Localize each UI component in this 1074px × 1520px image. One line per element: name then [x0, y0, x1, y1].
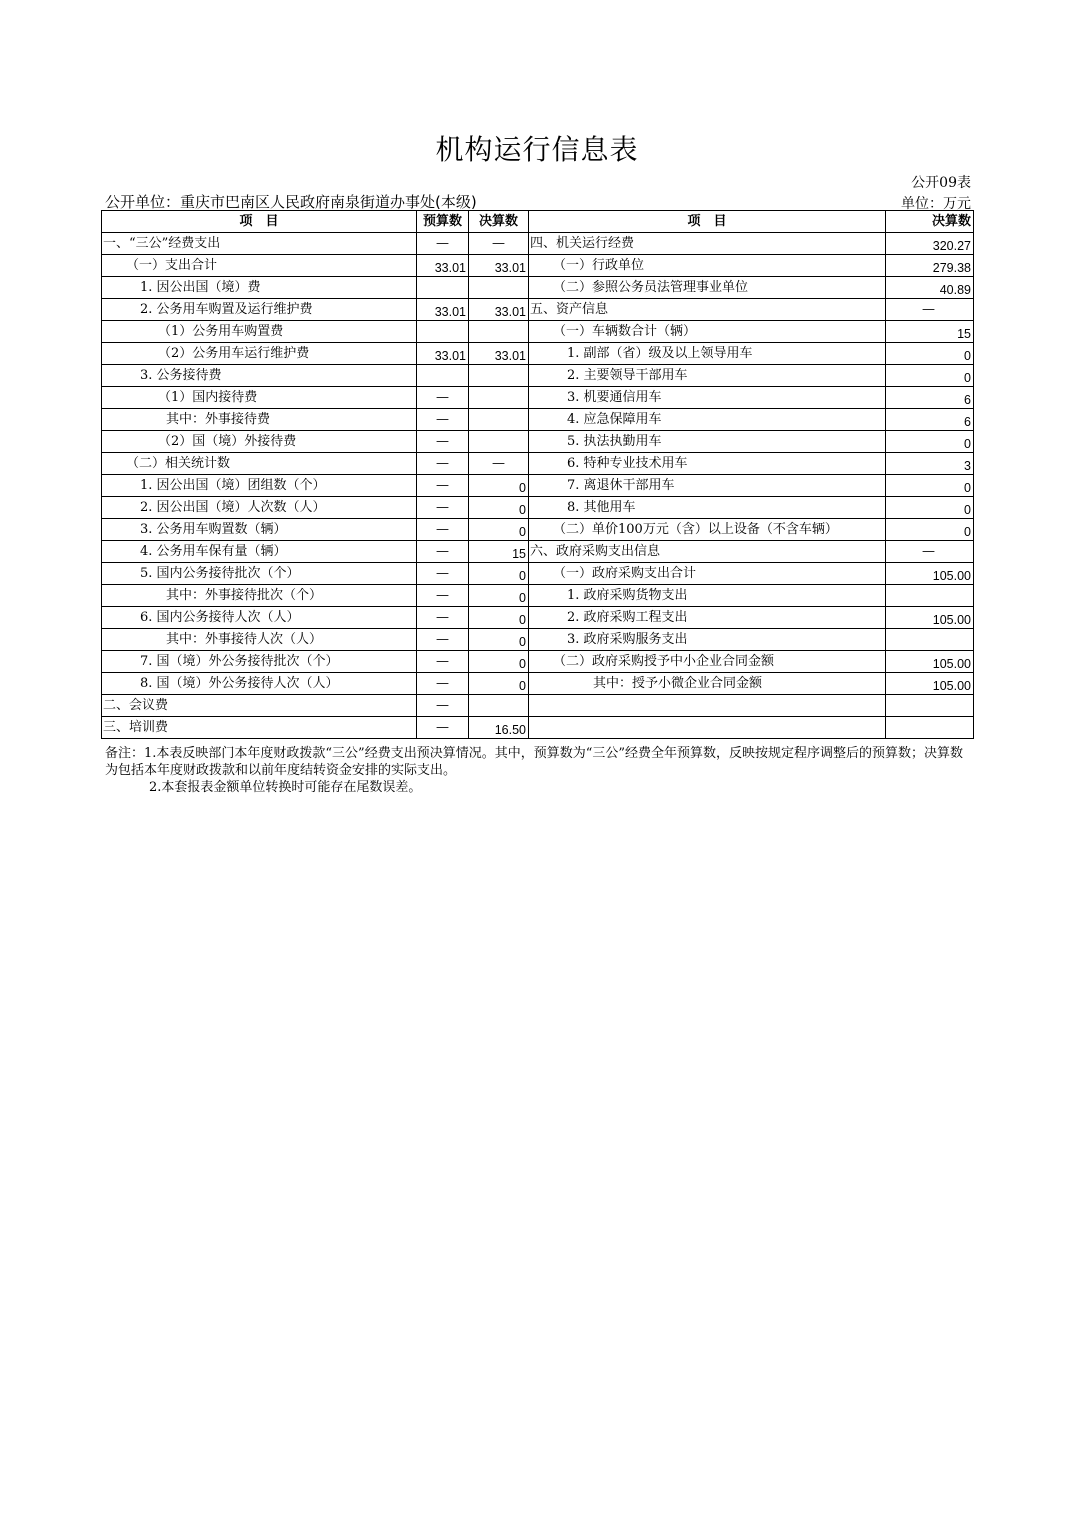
final-cell	[469, 365, 529, 387]
right-item-cell: 2. 政府采购工程支出	[529, 607, 886, 629]
budget-cell: 33.01	[417, 343, 469, 365]
right-item-cell: 6. 特种专业技术用车	[529, 453, 886, 475]
right-final-cell: 6	[886, 409, 974, 431]
budget-cell	[417, 321, 469, 343]
budget-cell: —	[417, 431, 469, 453]
header-final: 决算数	[469, 211, 529, 233]
table-row	[102, 519, 974, 541]
table-row	[102, 717, 974, 739]
left-item-cell: 三、培训费	[102, 717, 417, 739]
final-cell: 0	[469, 673, 529, 695]
table-row	[102, 343, 974, 365]
budget-cell: —	[417, 695, 469, 717]
right-final-cell: 105.00	[886, 563, 974, 585]
table-row	[102, 541, 974, 563]
right-item-cell: （二）单价100万元（含）以上设备（不含车辆）	[529, 519, 886, 541]
table-row	[102, 629, 974, 651]
final-cell	[469, 387, 529, 409]
right-final-cell: 6	[886, 387, 974, 409]
final-cell: —	[469, 233, 529, 255]
note-1: 备注：1.本表反映部门本年度财政拨款“三公”经费支出预决算情况。其中，预算数为“三公”经费全年预算数，反映按规定程序调整后的预算数；决算数为包括本年度财政拨款和以前年度结转资金安排的实际支出。	[105, 746, 963, 778]
right-item-cell: （二）参照公务员法管理事业单位	[529, 277, 886, 299]
budget-cell: —	[417, 717, 469, 739]
right-item-cell: 3. 政府采购服务支出	[529, 629, 886, 651]
right-item-cell: 1. 政府采购货物支出	[529, 585, 886, 607]
right-final-cell: 0	[886, 431, 974, 453]
form-number: 公开09表	[911, 175, 971, 191]
left-item-cell: （1）国内接待费	[102, 387, 417, 409]
table-row	[102, 607, 974, 629]
right-final-cell	[886, 695, 974, 717]
right-final-cell: 0	[886, 475, 974, 497]
table-row	[102, 673, 974, 695]
table-row	[102, 255, 974, 277]
final-cell: 0	[469, 475, 529, 497]
right-item-cell	[529, 717, 886, 739]
budget-cell: —	[417, 519, 469, 541]
header-right-final: 决算数	[886, 211, 974, 233]
table-row	[102, 453, 974, 475]
right-item-cell	[529, 695, 886, 717]
left-item-cell: 其中：外事接待费	[102, 409, 417, 431]
table-row	[102, 387, 974, 409]
right-item-cell: （二）政府采购授予中小企业合同金额	[529, 651, 886, 673]
table-row	[102, 475, 974, 497]
final-cell: 0	[469, 519, 529, 541]
notes	[105, 745, 973, 796]
left-item-cell: （2）公务用车运行维护费	[102, 343, 417, 365]
table-row	[102, 321, 974, 343]
left-item-cell: 6. 国内公务接待人次（人）	[102, 607, 417, 629]
budget-cell: 33.01	[417, 299, 469, 321]
right-final-cell: 320.27	[886, 233, 974, 255]
right-final-cell: 105.00	[886, 673, 974, 695]
header-budget: 预算数	[417, 211, 469, 233]
final-cell: 33.01	[469, 255, 529, 277]
header-row	[102, 211, 974, 233]
right-item-cell: 3. 机要通信用车	[529, 387, 886, 409]
final-cell: 0	[469, 497, 529, 519]
right-item-cell: （一）行政单位	[529, 255, 886, 277]
right-item-cell: 五、资产信息	[529, 299, 886, 321]
budget-cell: —	[417, 409, 469, 431]
right-item-cell: 其中：授予小微企业合同金额	[529, 673, 886, 695]
right-final-cell: 0	[886, 519, 974, 541]
final-cell: 33.01	[469, 299, 529, 321]
right-item-cell: 四、机关运行经费	[529, 233, 886, 255]
right-item-cell: 1. 副部（省）级及以上领导用车	[529, 343, 886, 365]
right-final-cell: 0	[886, 343, 974, 365]
header-left-item: 项 目	[102, 211, 417, 233]
info-table	[101, 210, 974, 739]
final-cell	[469, 695, 529, 717]
budget-cell: —	[417, 387, 469, 409]
table-row	[102, 563, 974, 585]
budget-cell: —	[417, 475, 469, 497]
right-item-cell: （一）车辆数合计（辆）	[529, 321, 886, 343]
right-final-cell: 40.89	[886, 277, 974, 299]
budget-cell	[417, 365, 469, 387]
final-cell	[469, 409, 529, 431]
budget-cell: —	[417, 453, 469, 475]
money-unit: 单位：万元	[901, 196, 971, 212]
page-title: 机构运行信息表	[435, 133, 639, 166]
final-cell: 15	[469, 541, 529, 563]
left-item-cell: 4. 公务用车保有量（辆）	[102, 541, 417, 563]
right-final-cell	[886, 629, 974, 651]
final-cell: 0	[469, 651, 529, 673]
table-row	[102, 365, 974, 387]
right-item-cell: （一）政府采购支出合计	[529, 563, 886, 585]
final-cell	[469, 277, 529, 299]
final-cell	[469, 321, 529, 343]
left-item-cell: （一）支出合计	[102, 255, 417, 277]
left-item-cell: 一、“三公”经费支出	[102, 233, 417, 255]
right-item-cell: 2. 主要领导干部用车	[529, 365, 886, 387]
reporting-unit: 公开单位：重庆市巴南区人民政府南泉街道办事处(本级)	[105, 193, 477, 211]
budget-cell: —	[417, 233, 469, 255]
left-item-cell: 其中：外事接待人次（人）	[102, 629, 417, 651]
left-item-cell: 5. 国内公务接待批次（个）	[102, 563, 417, 585]
left-item-cell: 7. 国（境）外公务接待批次（个）	[102, 651, 417, 673]
final-cell	[469, 431, 529, 453]
budget-cell	[417, 277, 469, 299]
left-item-cell: （1）公务用车购置费	[102, 321, 417, 343]
budget-cell: —	[417, 673, 469, 695]
final-cell: 0	[469, 585, 529, 607]
left-item-cell: 二、会议费	[102, 695, 417, 717]
budget-cell: —	[417, 607, 469, 629]
right-final-cell: 105.00	[886, 651, 974, 673]
right-item-cell: 7. 离退休干部用车	[529, 475, 886, 497]
final-cell: 0	[469, 607, 529, 629]
table-row	[102, 277, 974, 299]
right-final-cell: —	[886, 299, 974, 321]
final-cell: 33.01	[469, 343, 529, 365]
table-row	[102, 651, 974, 673]
right-final-cell: 0	[886, 497, 974, 519]
budget-cell: —	[417, 497, 469, 519]
right-final-cell: 0	[886, 365, 974, 387]
table-row	[102, 299, 974, 321]
table-row	[102, 233, 974, 255]
budget-cell: —	[417, 585, 469, 607]
table-row	[102, 409, 974, 431]
left-item-cell: 3. 公务接待费	[102, 365, 417, 387]
final-cell: —	[469, 453, 529, 475]
table-row	[102, 695, 974, 717]
right-final-cell: —	[886, 541, 974, 563]
left-item-cell: 2. 因公出国（境）人次数（人）	[102, 497, 417, 519]
table-row	[102, 431, 974, 453]
right-final-cell: 3	[886, 453, 974, 475]
table-body	[102, 233, 974, 739]
left-item-cell: （二）相关统计数	[102, 453, 417, 475]
header-right-item: 项 目	[529, 211, 886, 233]
table-row	[102, 497, 974, 519]
budget-cell: —	[417, 541, 469, 563]
left-item-cell: 2. 公务用车购置及运行维护费	[102, 299, 417, 321]
budget-cell: —	[417, 563, 469, 585]
left-item-cell: 8. 国（境）外公务接待人次（人）	[102, 673, 417, 695]
final-cell: 0	[469, 563, 529, 585]
final-cell: 16.50	[469, 717, 529, 739]
budget-cell: —	[417, 629, 469, 651]
final-cell: 0	[469, 629, 529, 651]
budget-cell: 33.01	[417, 255, 469, 277]
left-item-cell: 1. 因公出国（境）团组数（个）	[102, 475, 417, 497]
left-item-cell: （2）国（境）外接待费	[102, 431, 417, 453]
table-row	[102, 585, 974, 607]
right-final-cell	[886, 717, 974, 739]
right-final-cell: 279.38	[886, 255, 974, 277]
right-item-cell: 8. 其他用车	[529, 497, 886, 519]
right-item-cell: 4. 应急保障用车	[529, 409, 886, 431]
budget-cell: —	[417, 651, 469, 673]
right-item-cell: 5. 执法执勤用车	[529, 431, 886, 453]
left-item-cell: 1. 因公出国（境）费	[102, 277, 417, 299]
note-2: 2.本套报表金额单位转换时可能存在尾数误差。	[149, 780, 422, 795]
right-final-cell: 105.00	[886, 607, 974, 629]
right-final-cell	[886, 585, 974, 607]
left-item-cell: 其中：外事接待批次（个）	[102, 585, 417, 607]
right-final-cell: 15	[886, 321, 974, 343]
right-item-cell: 六、政府采购支出信息	[529, 541, 886, 563]
left-item-cell: 3. 公务用车购置数（辆）	[102, 519, 417, 541]
